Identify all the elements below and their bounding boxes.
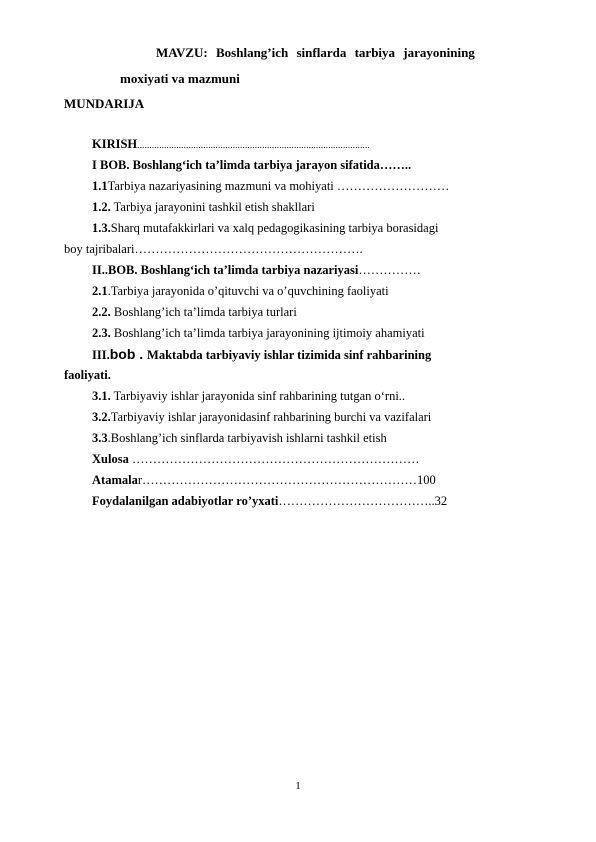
toc-section-number: 1.3.: [92, 221, 111, 235]
toc-entry-1-3: [0, 218, 596, 239]
toc-section-title: Sharq mutafakkirlari va xalq pedagogikasining tarbiya borasidagi: [110, 221, 439, 235]
title-line-1: MAVZU: Boshlang’ich sinflarda tarbiya jarayonining: [156, 45, 475, 60]
toc-leader-dots: ……………: [358, 263, 421, 277]
toc-chapter-bob: bob .: [109, 346, 148, 362]
toc-section-title: Tarbiyaviy ishlar jarayonidasinf rahbarining burchi va vazifalari: [110, 410, 432, 424]
toc-entry-2-3: [0, 323, 596, 344]
toc-entry-foydalanilgan: [0, 491, 596, 512]
table-of-contents: [0, 134, 596, 512]
toc-section-number: 3.3: [92, 431, 108, 445]
toc-section-title: Tarbiyaviy ishlar jarayonida sinf rahbarining tutgan o‘rni..: [110, 389, 406, 403]
toc-section-number: 1.2.: [92, 200, 111, 214]
toc-entry-label: KIRISH: [92, 137, 138, 151]
toc-entry-1-3-continued: boy tajribalari……………………………………………….: [64, 242, 363, 256]
toc-entry-xulosa: [0, 449, 596, 470]
title-line-2: moxiyati va mazmuni: [120, 71, 240, 86]
toc-entry-1-2: [0, 197, 596, 218]
document-title: [120, 40, 510, 92]
toc-section-number: 2.3.: [92, 326, 111, 340]
toc-entry-3-2: [0, 407, 596, 428]
toc-entry-label: Atamala: [92, 473, 138, 487]
contents-heading: MUNDARIJA: [64, 96, 145, 111]
toc-chapter-title: Maktabda tarbiyaviy ishlar tizimida sinf rahbarining: [147, 348, 432, 362]
toc-section-number: 3.1.: [92, 389, 111, 403]
toc-section-number: 3.2.: [92, 410, 111, 424]
toc-chapter-title: II..BOB. Boshlang‘ich ta’limda tarbiya nazariyasi: [92, 263, 359, 277]
toc-entry-label: Foydalanilgan adabiyotlar ro’yxati: [92, 494, 279, 508]
toc-entry-label: Xulosa: [92, 452, 132, 466]
toc-entry-2-1: [0, 281, 596, 302]
toc-leader-dots: r…………………………………………………………100: [137, 473, 436, 487]
toc-leader-dots: ...............................................................................................: [137, 140, 370, 150]
toc-section-title: Boshlang’ich ta’limda tarbiya jarayonining ijtimoiy ahamiyati: [110, 326, 425, 340]
toc-section-title: .Boshlang’ich sinflarda tarbiyavish ishlarni tashkil etish: [107, 431, 387, 445]
toc-section-number: 2.1: [92, 284, 108, 298]
toc-entry-chapter-3-continued: faoliyati.: [64, 368, 111, 382]
toc-section-title: Boshlang’ich ta’limda tarbiya turlari: [110, 305, 297, 319]
toc-entry-atamalar: [0, 470, 596, 491]
page-number: 1: [295, 780, 301, 792]
toc-leader-dots: ………………………………..32: [278, 494, 448, 508]
toc-entry-3-3: [0, 428, 596, 449]
toc-section-title: Tarbiya jarayonini tashkil etish shakllari: [110, 200, 315, 214]
toc-entry-chapter-1: I BOB. Boshlang‘ich ta’limda tarbiya jarayon sifatida……..: [92, 158, 412, 172]
toc-chapter-prefix: III.: [92, 348, 110, 362]
toc-entry-2-2: [0, 302, 596, 323]
toc-entry-3-1: [0, 386, 596, 407]
toc-entry-1-1: [0, 176, 596, 197]
toc-section-title: Tarbiya nazariyasining mazmuni va mohiyati ………………………: [107, 179, 450, 193]
toc-section-title: .Tarbiya jarayonida o’qituvchi va o’quvchining faoliyati: [107, 284, 389, 298]
toc-leader-dots: ……………………………………………………………: [131, 452, 420, 466]
toc-entry-chapter-2: [0, 260, 596, 281]
toc-section-number: 2.2.: [92, 305, 111, 319]
toc-entry-kirish: [0, 134, 596, 155]
toc-section-number: 1.1: [92, 179, 108, 193]
toc-entry-chapter-3: [0, 344, 596, 365]
